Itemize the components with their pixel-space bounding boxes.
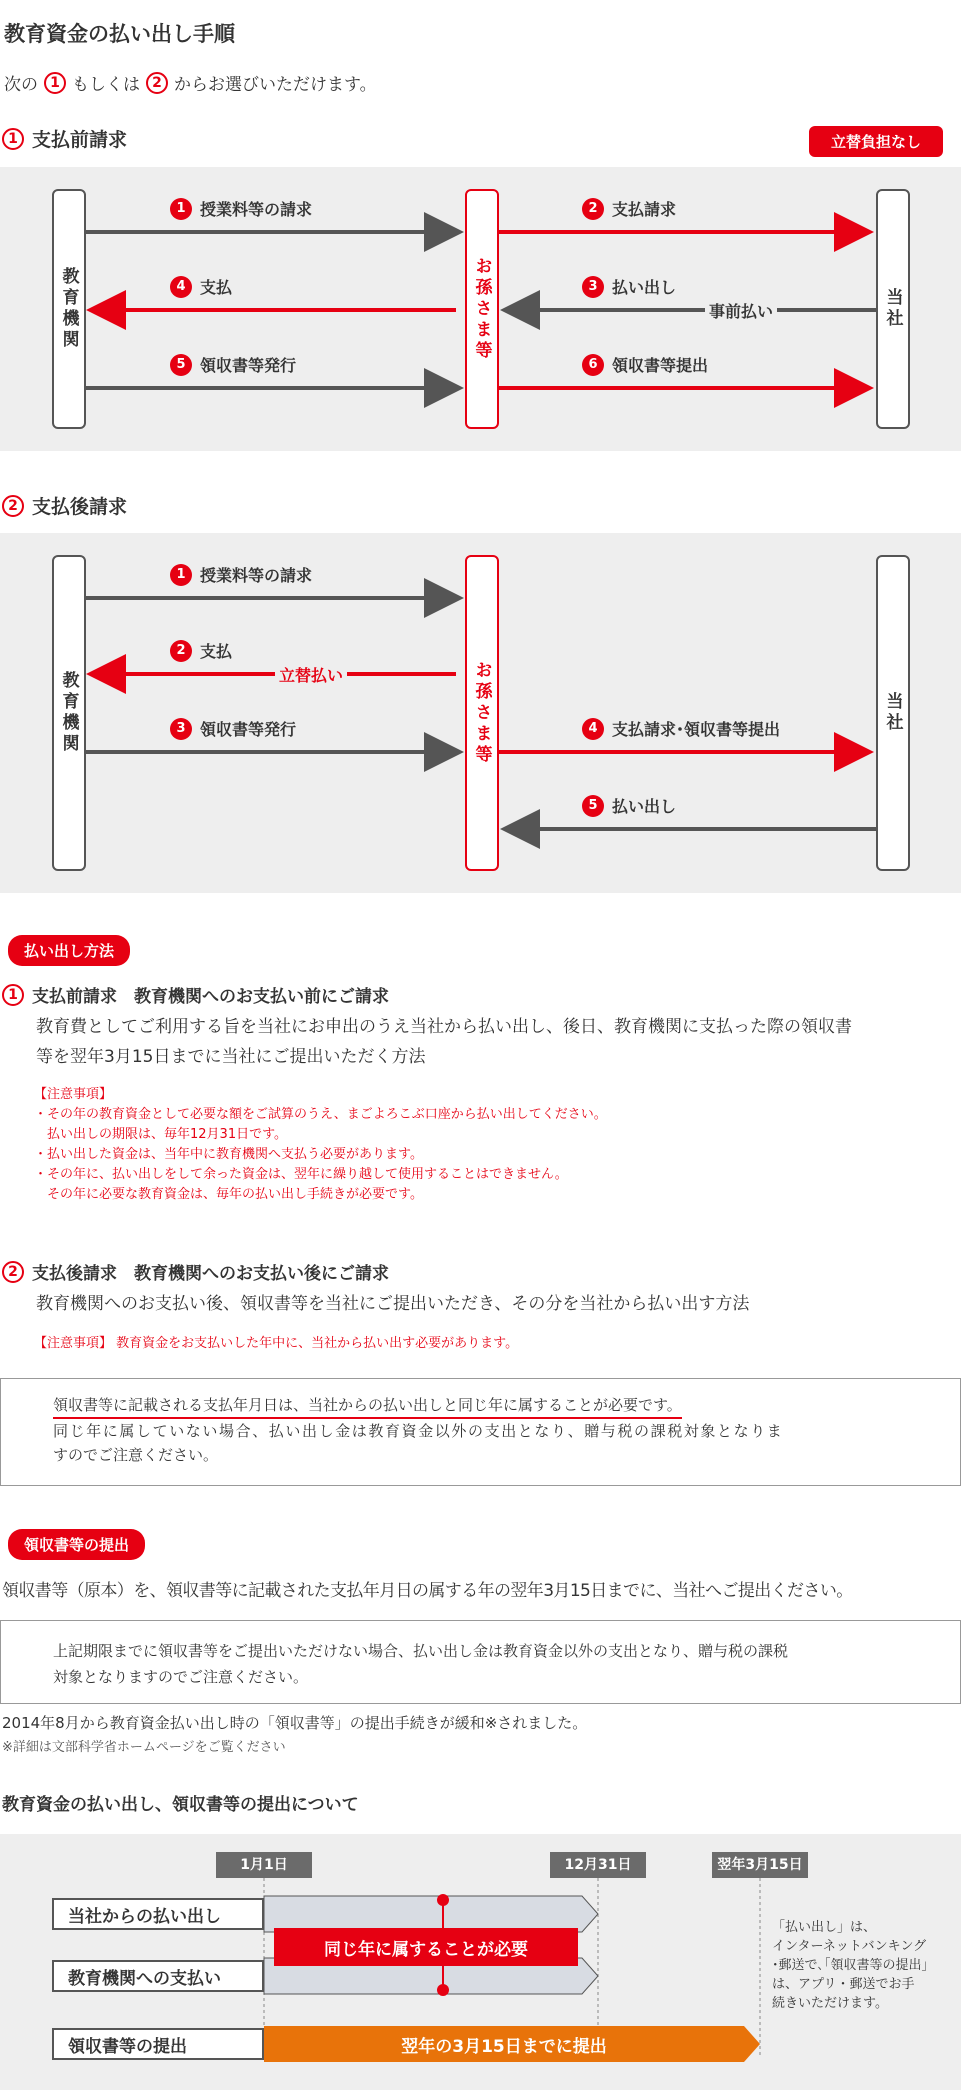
box-grandchild: お孫さま等 [465,555,499,871]
relaxation-info: 2014年8月から教育資金払い出し時の「領収書等」の提出手続きが緩和※されました。 [2,1714,588,1732]
notice-line2: 対象となりますのでご注意ください。 [53,1668,309,1686]
method1-num: 1 [2,984,24,1006]
method1-heading [2,982,389,1007]
box-school: 教育機関 [52,555,86,871]
notice-line1: 領収書等に記載される支払年月日は、当社からの払い出しと同じ年に属することが必要です。 [53,1393,682,1419]
notice-line2: 同じ年に属していない場合、払い出し金は教育資金以外の支出となり、贈与税の課税対象となりま [53,1422,784,1440]
label-4 [170,275,232,298]
date-mar15: 翌年3月15日 [712,1852,808,1878]
note-line: 払い出しの期限は、毎年12月31日です。 [34,1127,288,1142]
label-text: 支払 [200,278,233,297]
label-text: 支払請求 [612,200,677,219]
label-5 [170,353,296,376]
method1-title: 支払前請求 教育機関へのお支払い前にご請求 [32,987,389,1007]
method2-num: 2 [2,1261,24,1283]
intro-num-1: 1 [44,72,66,94]
section2-diagram [0,533,961,893]
intro-suffix: からお選びいただけます。 [174,75,377,95]
row-school-payment: 教育機関への支払い [52,1960,264,1992]
mext-note: ※詳細は文部科学省ホームページをご覧ください [2,1740,286,1755]
num-badge: 3 [582,276,604,298]
label-advance-pay: 事前払い [705,299,777,322]
section2-heading [2,492,127,519]
note-line: インターネットバンキング [772,1939,927,1954]
label-1 [170,563,312,586]
num-badge: 1 [170,564,192,586]
method1-desc1: 教育費としてご利用する旨を当社にお申出のうえ当社から払い出し、後日、教育機関に支払った際の領収書 [36,1017,852,1037]
channel-note [772,1918,928,2013]
notice-line1: 上記期限までに領収書等をご提出いただけない場合、払い出し金は教育資金以外の支出となり、贈与税の課税 [53,1642,789,1660]
label-6 [582,353,708,376]
method-pill: 払い出し方法 [8,935,130,966]
intro-prefix: 次の [4,75,38,95]
box-grandchild: お孫さま等 [465,189,499,429]
box-company: 当社 [876,189,910,429]
method1-notes [34,1085,607,1205]
note-line: 「払い出し」は、 [772,1920,877,1935]
method2-desc: 教育機関へのお支払い後、領収書等を当社にご提出いただき、その分を当社から払い出す方法 [36,1294,750,1314]
label-text: 払い出し [612,278,677,297]
num-badge: 2 [582,198,604,220]
label-text: 支払 [200,642,233,661]
submit-text: 領収書等（原本）を、領収書等に記載された支払年月日の属する年の翌年3月15日までに、当社へご提出ください。 [2,1581,853,1601]
row-receipt-submit: 領収書等の提出 [52,2028,264,2060]
label-4 [582,717,780,740]
date-jan1: 1月1日 [216,1852,312,1878]
note-line: ・その年の教育資金として必要な額をご試算のうえ、まごよろこぶ口座から払い出してください。 [34,1107,607,1122]
date-dec31: 12月31日 [550,1852,646,1878]
submit-pill: 領収書等の提出 [8,1529,145,1560]
num-badge: 4 [582,718,604,740]
method2-note: 【注意事項】 教育資金をお支払いした年中に、当社から払い出す必要があります。 [34,1336,519,1351]
timeline-title: 教育資金の払い出し、領収書等の提出について [2,1795,359,1815]
intro-mid: もしくは [72,75,140,95]
label-3 [170,717,296,740]
num-badge: 3 [170,718,192,740]
num-badge: 4 [170,276,192,298]
label-text: 払い出し [612,797,677,816]
section2-num: 2 [2,495,24,517]
intro-num-2: 2 [146,72,168,94]
label-advance-pay: 立替払い [275,663,347,686]
page-title: 教育資金の払い出し手順 [4,22,235,46]
timeline-panel [0,1834,961,2090]
num-badge: 5 [170,354,192,376]
note-line: ・その年に、払い出しをして余った資金は、翌年に繰り越して使用することはできません。 [34,1167,568,1182]
section2-title: 支払後請求 [32,496,128,518]
method1-desc2: 等を翌年3月15日までに当社にご提出いただく方法 [36,1047,426,1067]
label-text: 領収書等発行 [200,356,297,375]
label-text: 領収書等提出 [612,356,709,375]
num-badge: 2 [170,640,192,662]
note-line: 続きいただけます。 [772,1996,888,2011]
box-school: 教育機関 [52,189,86,429]
method2-title: 支払後請求 教育機関へのお支払い後にご請求 [32,1264,389,1284]
section1-num: 1 [2,128,24,150]
intro-line [4,70,377,95]
label-5 [582,794,676,817]
notice-line3: すのでご注意ください。 [53,1446,219,1464]
label-text: 授業料等の請求 [200,566,313,585]
label-text: 支払請求･領収書等提出 [612,720,781,739]
section1-heading [2,125,127,152]
receipt-date-notice [0,1378,961,1486]
row-payout: 当社からの払い出し [52,1898,264,1930]
label-1 [170,197,312,220]
section1-diagram [0,167,961,451]
period-band-1 [264,1896,598,1932]
box-company: 当社 [876,555,910,871]
deadline-label: 翌年の3月15日までに提出 [401,2036,607,2057]
label-2 [582,197,676,220]
note-line: その年に必要な教育資金は、毎年の払い出し手続きが必要です。 [34,1187,423,1202]
num-badge: 6 [582,354,604,376]
method2-heading [2,1259,389,1284]
note-line: は、アプリ・郵送でお手 [772,1977,915,1992]
num-badge: 5 [582,795,604,817]
note-line: ･郵送で､｢領収書等の提出｣ [772,1958,929,1973]
note-line: 【注意事項】 [34,1087,113,1102]
submit-deadline-notice [0,1620,961,1704]
label-text: 授業料等の請求 [200,200,313,219]
label-3 [582,275,676,298]
same-year-label: 同じ年に属することが必要 [274,1928,578,1966]
num-badge: 1 [170,198,192,220]
note-line: ・払い出した資金は、当年中に教育機関へ支払う必要があります。 [34,1147,423,1162]
label-2 [170,639,232,662]
label-text: 領収書等発行 [200,720,297,739]
section1-title: 支払前請求 [32,129,128,151]
no-advance-badge: 立替負担なし [809,126,943,157]
